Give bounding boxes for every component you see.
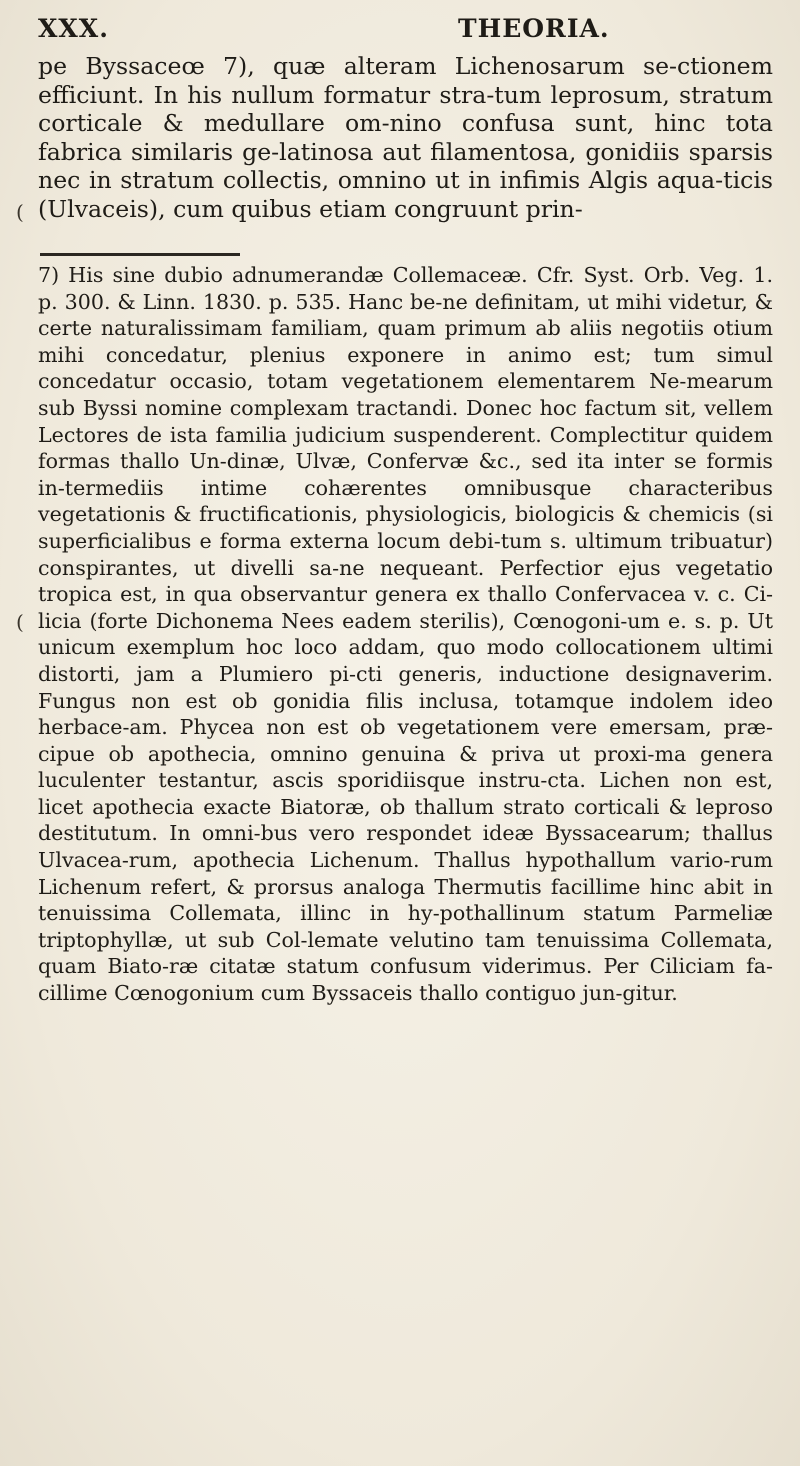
- footnote-separator-rule: [40, 253, 240, 256]
- footnote-block: [38, 262, 773, 1007]
- main-text-block: [38, 52, 773, 223]
- page-folio: XXX.: [38, 14, 109, 43]
- margin-bracket-mark: (: [16, 610, 24, 634]
- footnote-paragraph: 7) His sine dubio adnumerandæ Collemaceæ. Cfr. Syst. Orb. Veg. 1. p. 300. & Linn. 1830. p. 535. Hanc be-ne definitam, ut mihi videtur, & certe naturalissimam familiam, quam primum ab aliis negotiis otium mihi concedatur, plenius exponere in animo est; tum simul concedatur occasio, totam vegetationem elementarem Ne-mearum sub Byssi nomine complexam tractandi. Donec hoc factum sit, vellem Lectores de ista familia judicium suspenderent. Complectitur quidem formas thallo Un-dinæ, Ulvæ, Confervæ &c., sed ita inter se formis in-termediis intime cohærentes omnibusque characteribus vegetationis & fructificationis, physiologicis, biologicis & chemicis (si superficialibus e forma externa locum debi-tum s. ultimum tribuatur) conspirantes, ut divelli sa-ne nequeant. Perfectior ejus vegetatio tropica est, in qua observantur genera ex thallo Confervacea v. c. Ci-licia (forte Dichonema Nees eadem sterilis), Cœnogoni-um e. s. p. Ut unicum exemplum hoc loco addam, quo modo collocationem ultimi distorti, jam a Plumiero pi-cti generis, inductione designaverim. Fungus non est ob gonidia filis inclusa, totamque indolem ideo herbace-am. Phycea non est ob vegetationem vere emersam, præ-cipue ob apothecia, omnino genuina & priva ut proxi-ma genera luculenter testantur, ascis sporidiisque instru-cta. Lichen non est, licet apothecia exacte Biatoræ, ob thallum strato corticali & leproso destitutum. In omni-bus vero respondet ideæ Byssacearum; thallus Ulvacea-rum, apothecia Lichenum. Thallus hypothallum vario-rum Lichenum refert, & prorsus analoga Thermutis facillime hinc abit in tenuissima Collemata, illinc in hy-pothallinum statum Parmeliæ triptophyllæ, ut sub Col-lemate velutino tam tenuissima Collemata, quam Biato-ræ citatæ statum confusum viderimus. Per Ciliciam fa-cillime Cœnogonium cum Byssaceis thallo contiguo jun-gitur.: [38, 263, 773, 1006]
- margin-bracket-mark: (: [16, 200, 24, 224]
- running-head: [38, 8, 760, 48]
- main-text-paragraph: pe Byssaceœ 7), quæ alteram Lichenosarum se-ctionem efficiunt. In his nullum formatur stra-tum leprosum, stratum corticale & medullare om-nino confusa sunt, hinc tota fabrica similaris ge-latinosa aut filamentosa, gonidiis sparsis nec in stratum collectis, omnino ut in infimis Algis aqua-ticis (Ulvaceis), cum quibus etiam congruunt prin-: [38, 52, 773, 223]
- running-title: THEORIA.: [458, 14, 610, 43]
